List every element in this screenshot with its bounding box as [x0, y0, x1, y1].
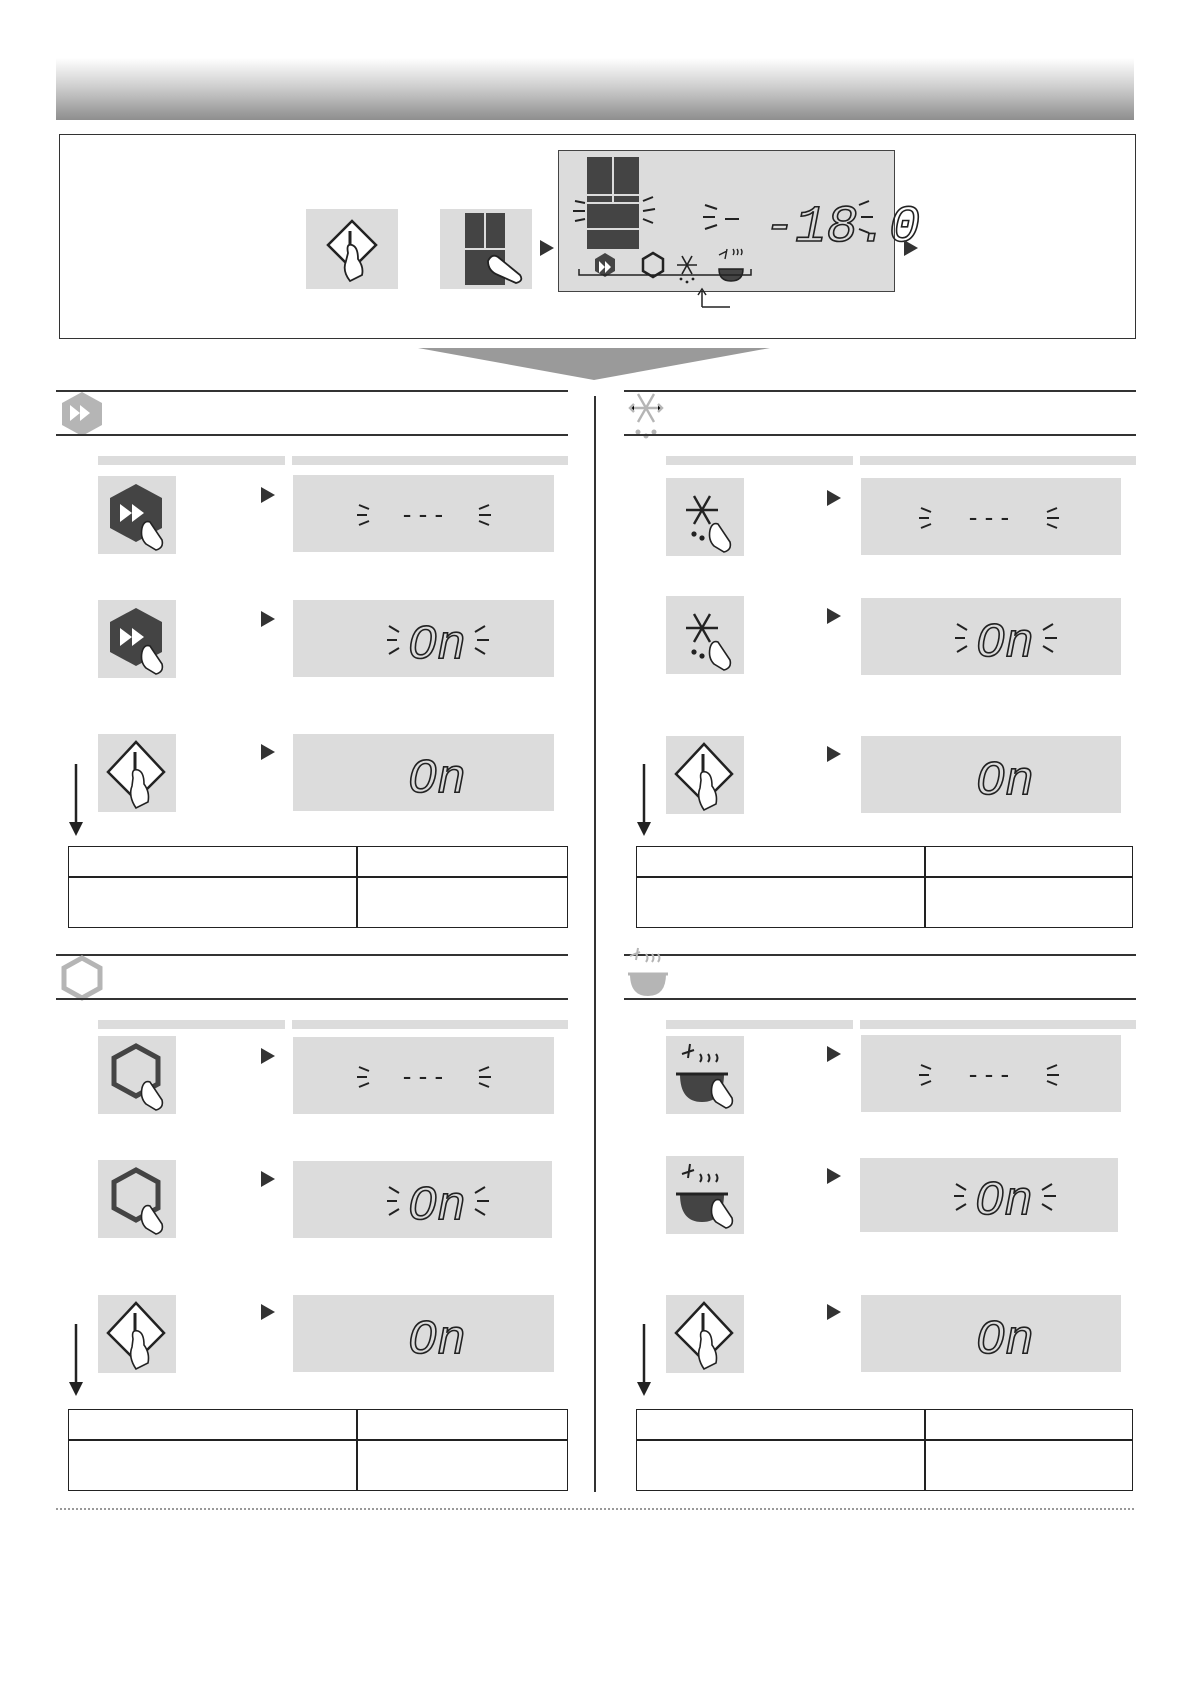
super-cool-button[interactable]	[666, 596, 744, 674]
display-blank-text: - - -	[968, 1059, 1010, 1089]
hexagon-outline-icon	[98, 1160, 176, 1238]
arrow-right-icon	[827, 1168, 841, 1184]
arrow-right-icon	[261, 1048, 275, 1064]
display-on-steady	[293, 1295, 554, 1372]
section-fast-freeze	[56, 390, 568, 392]
result-table	[68, 1409, 568, 1491]
section-bottom-rule	[56, 998, 568, 1000]
section-top-rule	[624, 390, 1136, 392]
funnel-arrow-icon	[418, 348, 770, 380]
section-eco	[56, 954, 568, 956]
column-head-action	[666, 1020, 853, 1029]
lock-key-icon	[666, 736, 744, 814]
steaming-pot-icon	[666, 1156, 744, 1234]
steady-on	[861, 736, 1121, 813]
fast-freeze-button[interactable]	[98, 476, 176, 554]
display-on-steady	[293, 734, 554, 811]
display-blank-text: - - -	[402, 1061, 444, 1091]
display-on-text: On	[408, 1314, 466, 1368]
lock-button[interactable]	[98, 734, 176, 812]
blinking-on	[861, 598, 1121, 675]
eco-button[interactable]	[98, 1036, 176, 1114]
display-blank	[861, 478, 1121, 555]
column-head-display	[860, 1020, 1136, 1029]
arrow-down-icon	[636, 764, 652, 836]
callout-line	[690, 285, 750, 311]
display-blank	[293, 1037, 554, 1114]
lock-button[interactable]	[666, 1295, 744, 1373]
result-table	[636, 846, 1133, 928]
section-super-cool	[624, 390, 1136, 392]
blinking-on	[293, 600, 554, 677]
display-on-text: On	[408, 753, 466, 807]
lock-button[interactable]	[306, 209, 398, 289]
snowflake-icon	[666, 478, 744, 556]
section-hot-food	[624, 954, 1136, 956]
display-on-blinking	[861, 598, 1121, 675]
fast-freeze-button[interactable]	[98, 600, 176, 678]
lock-key-icon	[306, 209, 398, 289]
hot-food-button[interactable]	[666, 1036, 744, 1114]
lock-key-icon	[666, 1295, 744, 1373]
arrow-right-icon	[261, 611, 275, 627]
display-on-blinking	[293, 600, 554, 677]
display-blank	[861, 1035, 1121, 1112]
display-blank-text: - - -	[402, 499, 444, 529]
main-display	[558, 150, 921, 292]
display-on-text: On	[976, 617, 1034, 671]
section-bottom-rule	[624, 434, 1136, 436]
display-on-steady	[861, 1295, 1121, 1372]
steaming-pot-icon	[624, 942, 674, 1000]
lock-key-icon	[98, 734, 176, 812]
blinking-on	[293, 1161, 552, 1238]
hexagon-outline-icon	[98, 1036, 176, 1114]
arrow-down-icon	[636, 1324, 652, 1396]
column-head-action	[98, 1020, 285, 1029]
steaming-pot-icon	[666, 1036, 744, 1114]
arrow-right-icon	[827, 490, 841, 506]
arrow-down-icon	[68, 1324, 84, 1396]
arrow-right-icon	[261, 487, 275, 503]
snowflake-icon	[666, 596, 744, 674]
footer-dotted-rule	[56, 1508, 1134, 1510]
blinking-dashes	[293, 475, 554, 552]
compartment-button[interactable]	[440, 209, 532, 289]
snowflake-icon	[624, 386, 668, 438]
result-table	[636, 1409, 1133, 1491]
arrow-right-icon	[261, 1304, 275, 1320]
arrow-right-icon	[540, 240, 554, 256]
steady-on	[293, 734, 554, 811]
hot-food-button[interactable]	[666, 1156, 744, 1234]
column-head-display	[860, 456, 1136, 465]
section-bottom-rule	[56, 434, 568, 436]
display-blank	[293, 475, 554, 552]
section-top-rule	[624, 954, 1136, 956]
fast-forward-hexagon-icon	[98, 476, 176, 554]
blinking-dashes	[861, 1035, 1121, 1112]
arrow-right-icon	[261, 744, 275, 760]
result-table	[68, 846, 568, 928]
eco-button[interactable]	[98, 1160, 176, 1238]
arrow-right-icon	[827, 1304, 841, 1320]
fridge-touch-icon	[440, 209, 532, 289]
display-on-text: On	[408, 619, 466, 673]
arrow-right-icon	[261, 1171, 275, 1187]
fast-forward-hexagon-icon	[98, 600, 176, 678]
blinking-dashes	[861, 478, 1121, 555]
column-head-action	[98, 456, 285, 465]
column-divider	[594, 396, 596, 1492]
display-on-text: On	[975, 1175, 1033, 1229]
blinking-on	[860, 1158, 1118, 1232]
arrow-right-icon	[827, 1046, 841, 1062]
fast-forward-hexagon-icon	[60, 390, 104, 436]
lock-button[interactable]	[666, 736, 744, 814]
lock-key-icon	[98, 1295, 176, 1373]
arrow-right-icon	[827, 608, 841, 624]
column-head-action	[666, 456, 853, 465]
display-blank-text: - - -	[968, 502, 1010, 532]
arrow-right-icon	[904, 240, 918, 256]
section-top-rule	[56, 954, 568, 956]
section-bottom-rule	[624, 998, 1136, 1000]
steady-on	[861, 1295, 1121, 1372]
section-top-rule	[56, 390, 568, 392]
header-band	[56, 58, 1134, 120]
display-on-text: On	[408, 1180, 466, 1234]
display-on-text: On	[976, 755, 1034, 809]
hexagon-outline-icon	[60, 954, 104, 1000]
display-on-blinking	[293, 1161, 552, 1238]
steady-on	[293, 1295, 554, 1372]
arrow-down-icon	[68, 764, 84, 836]
arrow-right-icon	[827, 746, 841, 762]
column-head-display	[292, 1020, 568, 1029]
blinking-dashes	[293, 1037, 554, 1114]
display-graphic	[559, 151, 921, 293]
display-on-blinking	[860, 1158, 1118, 1232]
lock-button[interactable]	[98, 1295, 176, 1373]
display-on-steady	[861, 736, 1121, 813]
super-cool-button[interactable]	[666, 478, 744, 556]
temperature-value: -18.0	[764, 198, 921, 257]
column-head-display	[292, 456, 568, 465]
display-on-text: On	[976, 1314, 1034, 1368]
